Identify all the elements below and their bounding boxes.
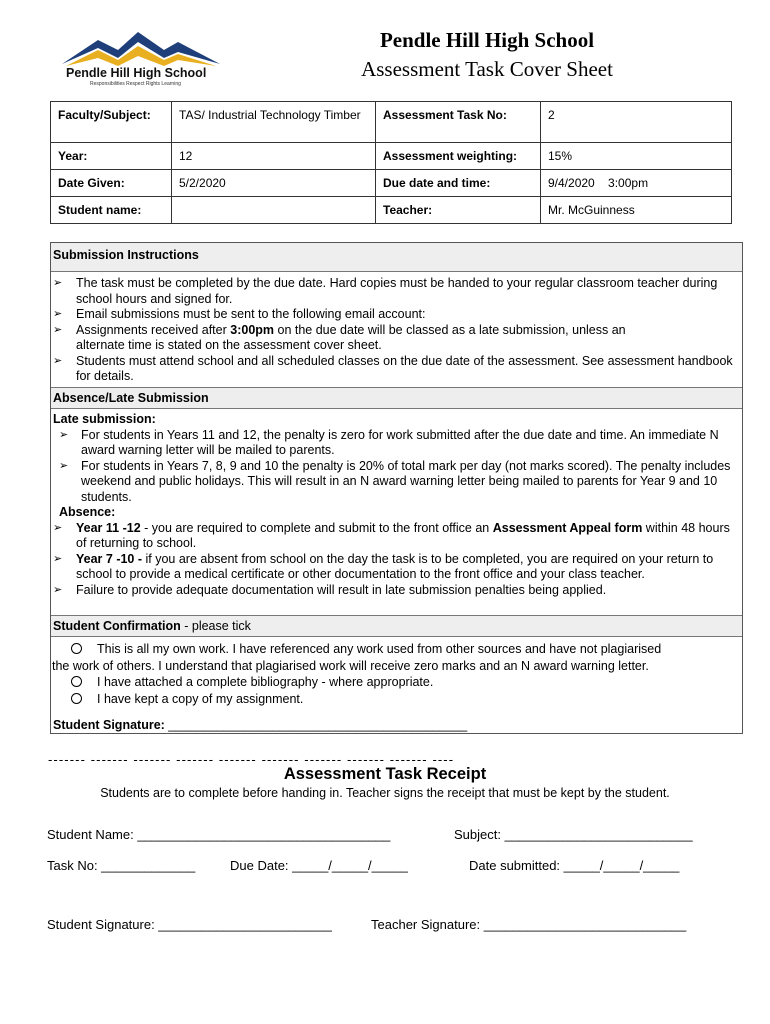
task-no-label: Assessment Task No: [376,102,541,143]
table-row [51,197,732,224]
teacher-value: Mr. McGuinness [541,197,732,224]
confirmation-heading: Student Confirmation - please tick [51,615,742,637]
student-signature-line[interactable]: ___________________________________________ [168,718,468,732]
student-signature-row: Student Signature: ___________________________________________ [53,718,468,732]
receipt-student-name[interactable]: Student Name: ___________________________________ [47,827,391,842]
absence-section [51,412,742,598]
receipt-subtitle: Students are to complete before handing in. Teacher signs the receipt that must be kept by the student. [100,786,670,800]
cut-line: ------- ------- ------- ------- ------- ------- ------- ------- ------- ---- [48,752,455,767]
receipt-title: Assessment Task Receipt [283,765,487,783]
checkbox-own-work[interactable] [71,643,82,654]
instructions-box [50,242,743,734]
checkbox-bibliography[interactable] [71,676,82,687]
receipt-task-no[interactable]: Task No: _____________ [47,858,196,873]
confirm-copy[interactable]: I have kept a copy of my assignment. [51,691,742,708]
table-row [51,102,732,143]
receipt-due-date[interactable]: Due Date: _____/_____/_____ [230,858,408,873]
table-row [51,143,732,170]
date-given-value: 5/2/2020 [172,170,376,197]
sheet-title: Assessment Task Cover Sheet [361,57,613,81]
confirmation-section [51,641,742,734]
list-item: ➢ For students in Years 7, 8, 9 and 10 the penalty is 20% of total mark per day (not marks scored). The penalty includes weekend and public holidays. This will result in an N award warning letter being mailed to parents for Year 9 and 10 students. [51,459,742,506]
weighting-label: Assessment weighting: [376,143,541,170]
submission-heading: Submission Instructions [51,243,742,272]
student-name-label: Student name: [51,197,172,224]
list-item: ➢ Year 11 -12 - you are required to complete and submit to the front office an Assessment Appeal form within 48 hours of returning to school. [51,521,742,552]
list-item: ➢ For students in Years 11 and 12, the penalty is zero for work submitted after the due date and time. An immediate N award warning letter will be mailed to parents. [51,428,742,459]
absence-heading: Absence/Late Submission [51,387,742,409]
logo-text: Pendle Hill High School [66,66,207,80]
list-item: ➢ Assignments received after 3:00pm on the due date will be classed as a late submission, unless an alternate time is stated on the assessment cover sheet. [51,323,742,354]
year-label: Year: [51,143,172,170]
late-submission-heading: Late submission: [53,412,156,426]
checkbox-copy[interactable] [71,693,82,704]
confirm-own-work[interactable]: This is all my own work. I have referenced any work used from other sources and have not plagiarised [51,641,742,658]
school-logo [60,28,228,90]
table-row [51,170,732,197]
receipt-student-signature[interactable]: Student Signature: ________________________ [47,917,332,932]
list-item: ➢ Failure to provide adequate documentation will result in late submission penalties being applied. [51,583,742,599]
school-name: Pendle Hill High School [379,28,595,52]
list-item: ➢ Students must attend school and all scheduled classes on the due date of the assessment. See assessment handbook for details. [51,354,742,385]
faculty-value: TAS/ Industrial Technology Timber [172,102,376,143]
task-no-value: 2 [541,102,732,143]
weighting-value: 15% [541,143,732,170]
submission-section [51,276,742,385]
absence-subheading: Absence: [59,505,116,519]
receipt-subject[interactable]: Subject: __________________________ [454,827,693,842]
date-given-label: Date Given: [51,170,172,197]
student-name-field[interactable] [172,197,376,224]
list-item: ➢ Year 7 -10 - if you are absent from school on the day the task is to be completed, you are required on your return to school to provide a medical certificate or other documentation to the front office and your class teacher. [51,552,742,583]
due-label: Due date and time: [376,170,541,197]
due-value: 9/4/2020 3:00pm [541,170,732,197]
list-item: ➢ Email submissions must be sent to the following email account: [51,307,742,323]
list-item: ➢ The task must be completed by the due date. Hard copies must be handed to your regular classroom teacher during school hours and signed for. [51,276,742,307]
confirm-bibliography[interactable]: I have attached a complete bibliography - where appropriate. [51,674,742,691]
receipt-date-submitted[interactable]: Date submitted: _____/_____/_____ [469,858,680,873]
info-table [50,101,732,224]
confirm-own-work-cont: the work of others. I understand that plagiarised work will receive zero marks and an N award warning letter. [52,658,649,673]
faculty-label: Faculty/Subject: [51,102,172,143]
teacher-label: Teacher: [376,197,541,224]
logo-tagline: Responsibilities Respect Rights Learning [90,81,181,87]
receipt-teacher-signature[interactable]: Teacher Signature: ____________________________ [371,917,687,932]
year-value: 12 [172,143,376,170]
